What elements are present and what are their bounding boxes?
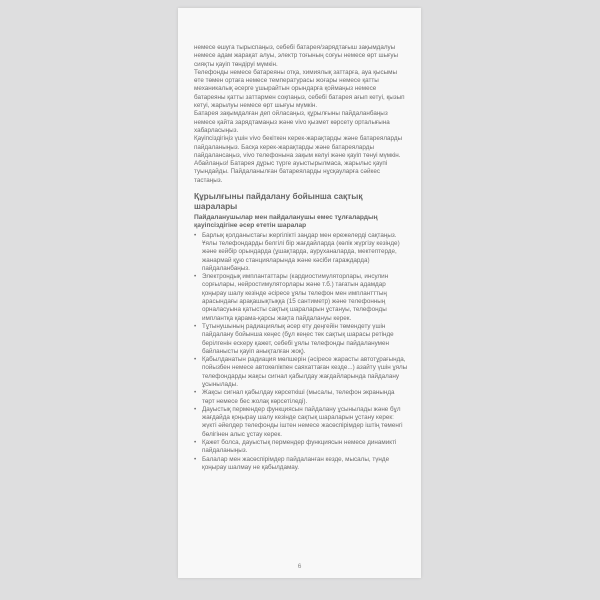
list-item: • Барлық қолданыстағы жергілікті заңдар мен ережелерді сақтаңыз. Ұялы телефондарды белгілі бір жағдайларда (көлік жүргізу кезінде) және кейбір орындарда (ұшақтарда, ауруханаларда, мектептерде, жанармай құю станцияларында және кәсіби гараждарда) пайдаланбаңыз. — [194, 232, 408, 273]
list-item: • Қажет болса, дауыстық пермендер функциясын немесе динамикті пайдаланыңыз. — [194, 439, 408, 456]
page-content — [194, 44, 408, 472]
list-item: • Балалар мен жасөспірімдер пайдаланған кезде, мысалы, түнде қоңырау шалмау не қабылдамау. — [194, 456, 408, 473]
intro-paragraph-3: Батарея зақымдалған деп ойласаңыз, құрылғыны пайдаланбаңыз немесе қайта зарядтамаңыз және vivo қызмет көрсету орталығына хабарласыңыз. — [194, 110, 390, 134]
list-item: • Тұтынушының радиациялық әсер ету деңгейін төмендету үшін пайдалану бойынша кеңес (бұл кеңес тек сақтық шарасы ретінде берілгенін ескеру қажет, себебі ұялы телефонды пайдаланумен байланысты қауіп анықталған жоқ). — [194, 323, 408, 356]
list-item: • Электрондық имплантаттары (кардиостимуляторлары, инсулин сорғылары, нейростимуляторлары және т.б.) тағатын адамдар қоңырау шалу кезінде әсіресе ұялы телефон мен имплантттың арасындағы арақашықтыққа (15 сантиметр) және телефонның орналасуына қатысты сақтық шараларын ұстануы, телефонды имплантқа қарама-қарсы жақта пайдалануы керек. — [194, 273, 408, 323]
subsection-title: Пайдаланушылар мен пайдаланушы емес тұлғалардың қауіпсіздігіне әсер ететін шаралар — [194, 214, 378, 230]
intro-paragraph-5: Абайлаңыз! Батарея дұрыс түрге ауыстырылмаса, жарылыс қаупі туындайды. Пайдаланылған батареяларды нұсқауларға сәйкес тастаңыз. — [194, 160, 388, 184]
list-item: • Қабылданатын радиация мөлшерін (әсіресе жарасты автотұрағында, пойызбен немесе автокөлікпен саяхаттаған кезде...) азайту үшін ұялы телефондарды жақсы сигнал қабылдау жағдайларында пайдалану ұсынылады. — [194, 356, 408, 389]
page-number: 6 — [297, 563, 302, 570]
intro-paragraph-2: Телефонды немесе батареяны отқа, химиялық заттарға, ауа қысымы өте төмен ортаға немесе температурасы жоғары немесе қатты механикалық әсерге ұшырайтын орындарға қоймаңыз немесе батареяны қатты заттармен соқпаңыз, себебі батарея ағып кетуі, қызып кетуі, жарылуы немесе өрт шығуы мүмкін. — [194, 68, 405, 110]
intro-paragraph-1: немесе өшуга тырыспаңыз, себебі батарея/зарядтағыш зақымдалуы немесе адам жарақат алуы, электр тоғының соғуы немесе өрт шығуы сияқты қауіп төндіруі мүмкін. — [194, 44, 399, 68]
section-title: Құрылғыны пайдалану бойынша сақтық шаралары — [194, 191, 363, 212]
list-item: • Дауыстық пермендер функциясын пайдалану ұсынылады және бұл жағдайда қоңырау шалу кезінде сақтық шараларын ұстану керек: жүкті әйелдер телефонды іштен немесе жасөспірімдер іштің төменгі бөлігінен алыс ұстау керек. — [194, 406, 408, 439]
list-item: • Жақсы сигнал қабылдау көрсеткіші (мысалы, телефон экранында төрт немесе бес жолақ көрсетіледі). — [194, 389, 408, 406]
intro-paragraph-4: Қауіпсіздігіңіз үшін vivo бекіткен керек-жарақтарды және батареяларды пайдаланыңыз. Басқа керек-жарақтарды және батареяларды пайдалансаңыз, vivo телефонына зақым келуі және қауіп төнуі мүмкін. — [194, 135, 403, 159]
document-page — [178, 8, 421, 578]
precautions-list — [194, 232, 408, 473]
